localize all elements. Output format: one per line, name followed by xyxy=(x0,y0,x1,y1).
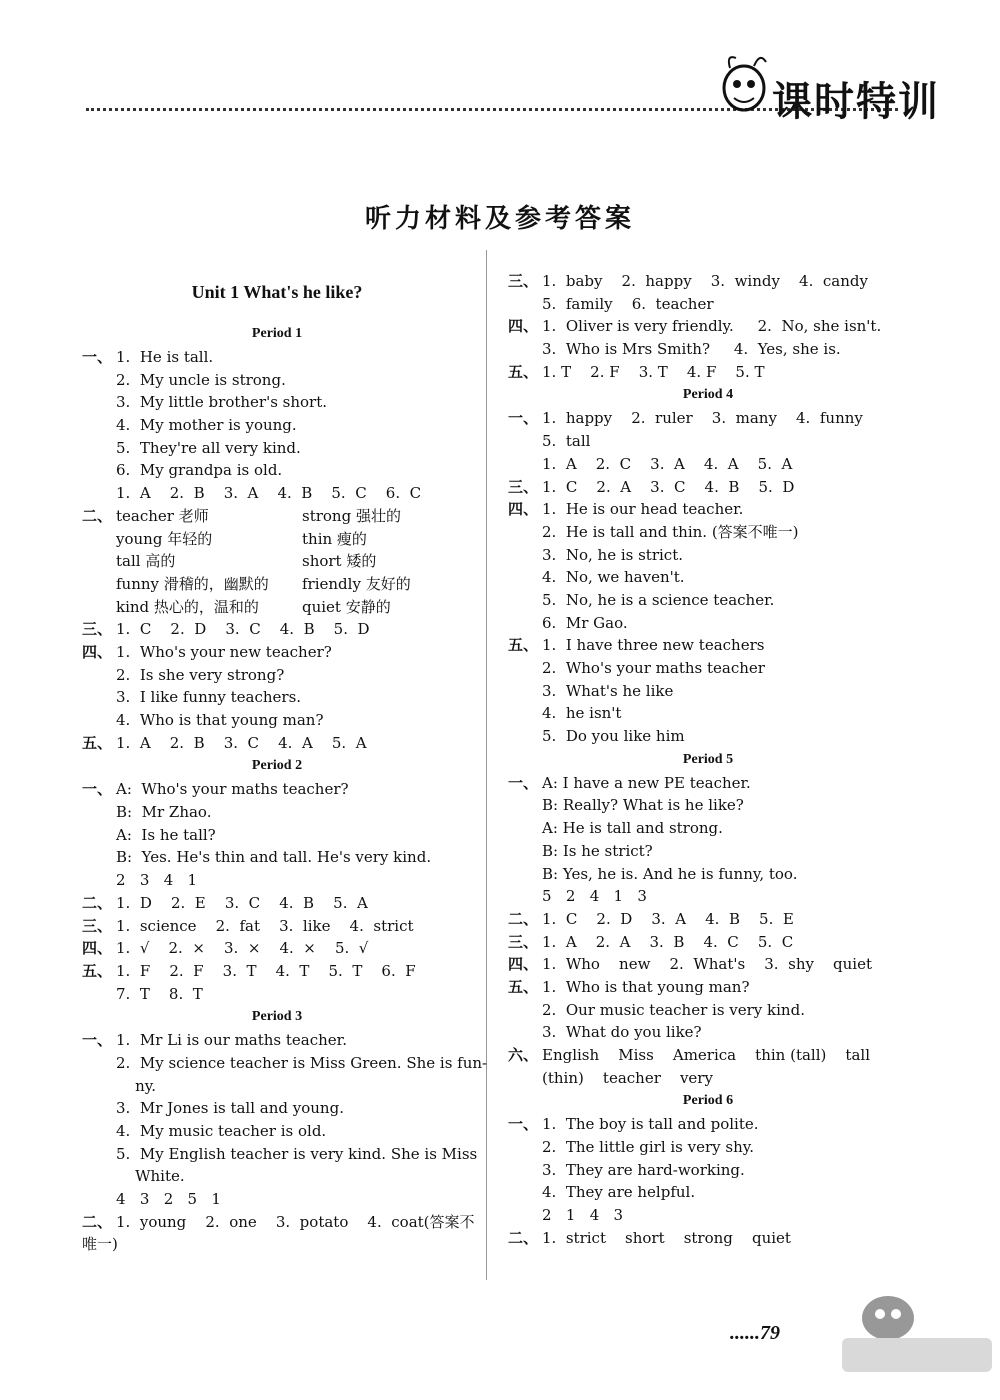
answer-line xyxy=(82,937,472,960)
answer-line xyxy=(82,1143,478,1166)
answer-line xyxy=(82,846,472,869)
section-marker: 二、 xyxy=(508,909,539,928)
answer-text: 3. What's he like xyxy=(542,681,674,700)
answer-line xyxy=(82,778,472,801)
answer-text: 2. He is tall and thin. (答案不唯一) xyxy=(542,522,799,541)
answer-text: 2 3 4 1 xyxy=(116,871,198,890)
right-column xyxy=(508,270,908,1250)
section-marker: 五、 xyxy=(508,636,539,655)
answer-line xyxy=(508,1113,908,1136)
answer-text: 4 3 2 5 1 xyxy=(116,1190,221,1209)
section-marker: 四、 xyxy=(508,500,539,519)
vocab-item: funny 滑稽的，幽默的 xyxy=(116,574,269,593)
answer-text: 5. No, he is a science teacher. xyxy=(542,590,775,609)
vocab-item: thin 瘦的 xyxy=(302,529,367,548)
answer-text: 4. They are helpful. xyxy=(542,1183,696,1202)
answer-line xyxy=(508,315,908,338)
answer-line xyxy=(82,915,472,938)
section-marker: 三、 xyxy=(508,477,539,496)
answer-text: 5 2 4 1 3 xyxy=(542,887,647,906)
section-marker: 三、 xyxy=(508,932,539,951)
section-marker: 一、 xyxy=(508,773,539,792)
answer-line xyxy=(508,270,908,293)
answer-line xyxy=(82,664,472,687)
section-marker: 一、 xyxy=(82,348,113,366)
answer-text: 1. A 2. C 3. A 4. A 5. A xyxy=(542,454,793,473)
answer-text: (thin) teacher very xyxy=(542,1068,713,1087)
answer-text: A: He is tall and strong. xyxy=(542,819,723,838)
section-marker: 五、 xyxy=(508,977,539,996)
answer-text: 1. He is tall. xyxy=(116,348,214,366)
page-number: ......79 xyxy=(730,1322,780,1344)
answer-line xyxy=(82,482,472,505)
answer-line xyxy=(508,589,908,612)
answer-line xyxy=(508,430,908,453)
answer-line xyxy=(82,892,472,915)
answer-line xyxy=(508,407,908,430)
answer-line xyxy=(508,1204,908,1227)
answer-line xyxy=(82,346,472,369)
answer-text: A: Is he tall? xyxy=(116,825,216,844)
answer-line xyxy=(82,1029,472,1052)
answer-text: 1. Who is that young man? xyxy=(542,977,750,996)
vocab-item: teacher 老师 xyxy=(116,506,209,525)
period-heading: Period 3 xyxy=(251,1009,303,1025)
answer-line xyxy=(508,476,908,499)
answer-text: 2 1 4 3 xyxy=(542,1206,624,1225)
period-heading: Period 5 xyxy=(682,751,734,767)
answer-text: 1. Who's your new teacher? xyxy=(116,642,332,661)
answer-line xyxy=(82,550,472,573)
vocab-item: young 年轻的 xyxy=(116,529,213,548)
vocab-item: short 矮的 xyxy=(302,552,377,571)
answer-line xyxy=(508,498,908,521)
section-marker: 二、 xyxy=(82,506,113,525)
brand-title: 课时特训 xyxy=(772,79,940,125)
answer-line xyxy=(82,1188,472,1211)
answer-line xyxy=(508,293,908,316)
answer-line xyxy=(82,505,472,528)
answer-text: 3. Mr Jones is tall and young. xyxy=(116,1099,344,1118)
answer-text: 2. The little girl is very shy. xyxy=(542,1138,755,1157)
answer-text: 3. I like funny teachers. xyxy=(116,688,302,707)
answer-text: White. xyxy=(116,1167,185,1186)
answer-text: 1. A 2. B 3. A 4. B 5. C 6. C xyxy=(116,484,422,503)
answer-text: 1. I have three new teachers xyxy=(542,636,765,655)
answer-line xyxy=(82,1211,475,1234)
answer-text: 1. D 2. E 3. C 4. B 5. A xyxy=(116,893,368,912)
answer-line xyxy=(82,1233,472,1256)
answer-text: 1. √ 2. × 3. × 4. × 5. √ xyxy=(116,939,369,958)
answer-line xyxy=(508,634,908,657)
answer-line xyxy=(82,709,472,732)
left-column xyxy=(82,278,488,1256)
section-marker: 二、 xyxy=(82,1212,113,1231)
answer-text: B: Really? What is he like? xyxy=(542,796,744,815)
answer-line xyxy=(82,1075,472,1098)
answer-text: A: Who's your maths teacher? xyxy=(116,780,349,799)
answer-text: 2. Our music teacher is very kind. xyxy=(542,1000,805,1019)
answer-text: A: I have a new PE teacher. xyxy=(542,773,751,792)
answer-line xyxy=(82,824,472,847)
answer-line xyxy=(508,680,908,703)
answer-text: 4. No, we haven't. xyxy=(542,568,685,587)
unit-title: Unit 1 What's he like? xyxy=(191,282,363,302)
vocab-item: strong 强壮的 xyxy=(302,506,401,525)
answer-text: 4. he isn't xyxy=(542,704,622,723)
vocab-item: tall 高的 xyxy=(116,552,176,571)
answer-text: 1. young 2. one 3. potato 4. coat(答案不 xyxy=(116,1212,475,1231)
answer-text: 7. T 8. T xyxy=(116,984,203,1003)
answer-line xyxy=(82,732,472,755)
section-marker: 五、 xyxy=(82,961,113,980)
answer-text: 2. Who's your maths teacher xyxy=(542,659,765,677)
section-marker: 一、 xyxy=(508,1115,539,1134)
answer-line xyxy=(508,1181,908,1204)
answer-text: 6. Mr Gao. xyxy=(542,613,628,632)
answer-text: 1. happy 2. ruler 3. many 4. funny xyxy=(542,409,863,428)
answer-text: 4. My music teacher is old. xyxy=(116,1122,327,1140)
answer-text: 1. strict short strong quiet xyxy=(542,1228,791,1247)
section-marker: 一、 xyxy=(508,409,539,428)
vocab-item: kind 热心的，温和的 xyxy=(116,597,259,616)
answer-line xyxy=(508,1021,908,1044)
answer-line xyxy=(508,999,908,1022)
page-title: 听力材料及参考答案 xyxy=(364,204,635,234)
answer-line xyxy=(508,612,908,635)
section-marker: 五、 xyxy=(82,733,113,752)
answer-line xyxy=(508,338,908,361)
answer-line xyxy=(508,772,908,795)
answer-line xyxy=(82,960,472,983)
answer-text: 1. A 2. A 3. B 4. C 5. C xyxy=(542,932,794,951)
answer-line xyxy=(82,391,472,414)
section-marker: 五、 xyxy=(508,362,539,381)
answer-text: 3. Who is Mrs Smith? 4. Yes, she is. xyxy=(542,340,841,359)
answer-text: B: Is he strict? xyxy=(542,841,653,860)
answer-line xyxy=(508,953,908,976)
answer-line xyxy=(508,908,908,931)
answer-line xyxy=(508,931,908,954)
section-marker: 四、 xyxy=(82,939,113,958)
answer-text: 1. Mr Li is our maths teacher. xyxy=(116,1031,347,1050)
answer-line xyxy=(508,1227,908,1250)
answer-line xyxy=(508,657,908,680)
answer-line xyxy=(508,361,908,384)
section-marker: 三、 xyxy=(82,916,113,935)
answer-text: 5. family 6. teacher xyxy=(542,294,714,313)
answer-line xyxy=(508,453,908,476)
answer-text: 1. Who new 2. What's 3. shy quiet xyxy=(542,955,872,974)
answer-text: 3. My little brother's short. xyxy=(116,393,328,412)
answer-text: 1. Oliver is very friendly. 2. No, she isn't. xyxy=(542,317,882,336)
answer-line xyxy=(508,702,908,725)
section-marker: 三、 xyxy=(508,272,539,290)
answer-line xyxy=(82,459,472,482)
answer-line xyxy=(508,885,908,908)
answer-text: 1. He is our head teacher. xyxy=(542,500,744,519)
section-marker: 四、 xyxy=(508,317,539,336)
answer-line xyxy=(82,869,472,892)
period-heading: Period 4 xyxy=(682,387,734,403)
answer-text: 1. A 2. B 3. C 4. A 5. A xyxy=(116,733,367,752)
answer-text: 5. They're all very kind. xyxy=(116,438,301,457)
section-marker: 六、 xyxy=(508,1046,539,1064)
answer-text: 1. C 2. D 3. A 4. B 5. E xyxy=(542,909,794,928)
answer-text: 4. Who is that young man? xyxy=(116,711,324,729)
section-marker: 二、 xyxy=(82,893,113,912)
section-marker: 一、 xyxy=(82,1031,113,1050)
answer-line xyxy=(82,801,472,824)
answer-line xyxy=(508,863,908,886)
answer-text: 1. C 2. A 3. C 4. B 5. D xyxy=(542,477,795,496)
answer-line xyxy=(82,1097,472,1120)
vocab-item: friendly 友好的 xyxy=(302,574,411,593)
answer-line xyxy=(508,521,908,544)
answer-line xyxy=(508,794,908,817)
answer-line xyxy=(508,817,908,840)
answer-text: 2. My science teacher is Miss Green. She is fun- xyxy=(116,1053,488,1072)
answer-text: 1. The boy is tall and polite. xyxy=(542,1115,759,1134)
section-marker: 四、 xyxy=(82,642,113,661)
answer-text: B: Mr Zhao. xyxy=(116,803,212,822)
answer-text: English Miss America thin (tall) tall xyxy=(542,1046,871,1064)
answer-line xyxy=(82,573,472,596)
answer-text: B: Yes. He's thin and tall. He's very kind. xyxy=(116,848,432,867)
answer-text: 1. T 2. F 3. T 4. F 5. T xyxy=(542,362,765,381)
period-heading: Period 6 xyxy=(682,1093,734,1109)
answer-text: 3. They are hard-working. xyxy=(542,1160,745,1179)
answer-text: 5. Do you like him xyxy=(542,727,685,746)
watermark-logo-icon xyxy=(838,1282,998,1400)
answer-text: 唯一) xyxy=(82,1235,118,1254)
answer-text: 3. No, he is strict. xyxy=(542,545,683,564)
answer-line xyxy=(508,1136,908,1159)
answer-text: 2. Is she very strong? xyxy=(116,665,285,684)
section-marker: 一、 xyxy=(82,780,113,799)
answer-line xyxy=(82,437,472,460)
answer-line xyxy=(82,1052,488,1075)
answer-line xyxy=(508,1067,908,1090)
answer-text: 3. What do you like? xyxy=(542,1023,702,1042)
answer-text: 4. My mother is young. xyxy=(116,416,297,435)
answer-line xyxy=(508,840,908,863)
section-marker: 二、 xyxy=(508,1228,539,1247)
answer-line xyxy=(82,686,472,709)
answer-line xyxy=(82,1165,472,1188)
answer-text: 1. C 2. D 3. C 4. B 5. D xyxy=(116,620,370,639)
answer-line xyxy=(82,528,472,551)
answer-text: 1. baby 2. happy 3. windy 4. candy xyxy=(542,272,868,290)
column-divider xyxy=(486,250,487,1280)
answer-line xyxy=(508,1159,908,1182)
vocab-item: quiet 安静的 xyxy=(302,597,391,616)
answer-line xyxy=(508,1044,908,1067)
answer-line xyxy=(82,596,472,619)
section-marker: 四、 xyxy=(508,955,539,974)
section-marker: 三、 xyxy=(82,620,113,639)
answer-line xyxy=(82,1120,472,1143)
answer-line xyxy=(508,544,908,567)
answer-text: 1. F 2. F 3. T 4. T 5. T 6. F xyxy=(116,961,416,980)
answer-line xyxy=(508,976,908,999)
answer-text: ny. xyxy=(116,1076,156,1095)
answer-line xyxy=(508,725,908,748)
answer-line xyxy=(82,414,472,437)
period-heading: Period 1 xyxy=(251,326,303,341)
answer-line xyxy=(82,641,472,664)
period-heading: Period 2 xyxy=(251,758,303,774)
answer-line xyxy=(82,618,472,641)
answer-text: 5. tall xyxy=(542,432,591,451)
answer-line xyxy=(82,983,472,1006)
answer-line xyxy=(508,566,908,589)
answer-text: 2. My uncle is strong. xyxy=(116,370,286,389)
answer-text: 1. science 2. fat 3. like 4. strict xyxy=(116,916,414,935)
answer-line xyxy=(82,369,472,392)
answer-text: 5. My English teacher is very kind. She is Miss xyxy=(116,1144,478,1163)
answer-text: 6. My grandpa is old. xyxy=(116,461,283,480)
answer-text: B: Yes, he is. And he is funny, too. xyxy=(542,864,798,883)
